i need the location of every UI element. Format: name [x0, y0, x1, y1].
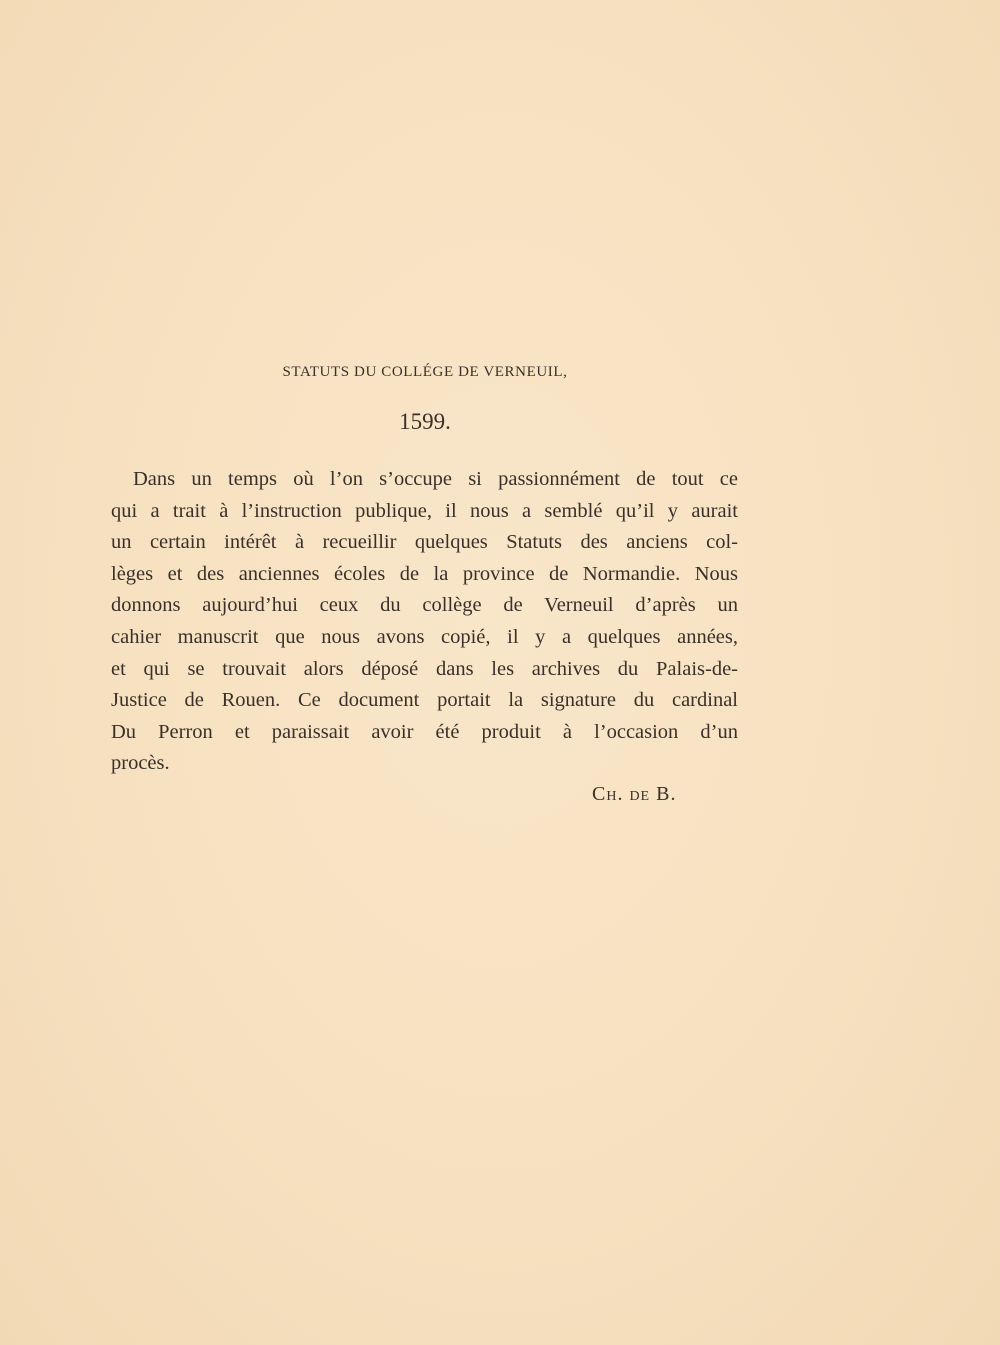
year: 1599.: [399, 409, 451, 434]
text-line: qui a trait à l’instruction publique, il nous a semblé qu’il y aurait: [111, 499, 738, 522]
text-line: donnons aujourd’hui ceux du collège de Verneuil d’après un: [111, 594, 738, 617]
text-line: un certain intérêt à recueillir quelques Statuts des anciens col-: [111, 531, 738, 554]
text-line: lèges et des anciennes écoles de la province de Normandie. Nous: [111, 562, 738, 585]
text-line: Dans un temps où l’on s’occupe si passionnément de tout ce: [133, 468, 738, 490]
text-line: Du Perron et paraissait avoir été produit à l’occasion d’un: [111, 720, 738, 743]
text-line: et qui se trouvait alors déposé dans les archives du Palais-de-: [111, 657, 738, 680]
signature: Ch. de B.: [592, 783, 677, 805]
text-line: Justice de Rouen. Ce document portait la signature du cardinal: [111, 689, 738, 712]
text-line: cahier manuscrit que nous avons copié, il y a quelques années,: [111, 625, 738, 648]
body-paragraph: [111, 465, 738, 781]
section-heading: STATUTS DU COLLÉGE DE VERNEUIL,: [282, 364, 568, 380]
text-line: procès.: [111, 752, 170, 775]
